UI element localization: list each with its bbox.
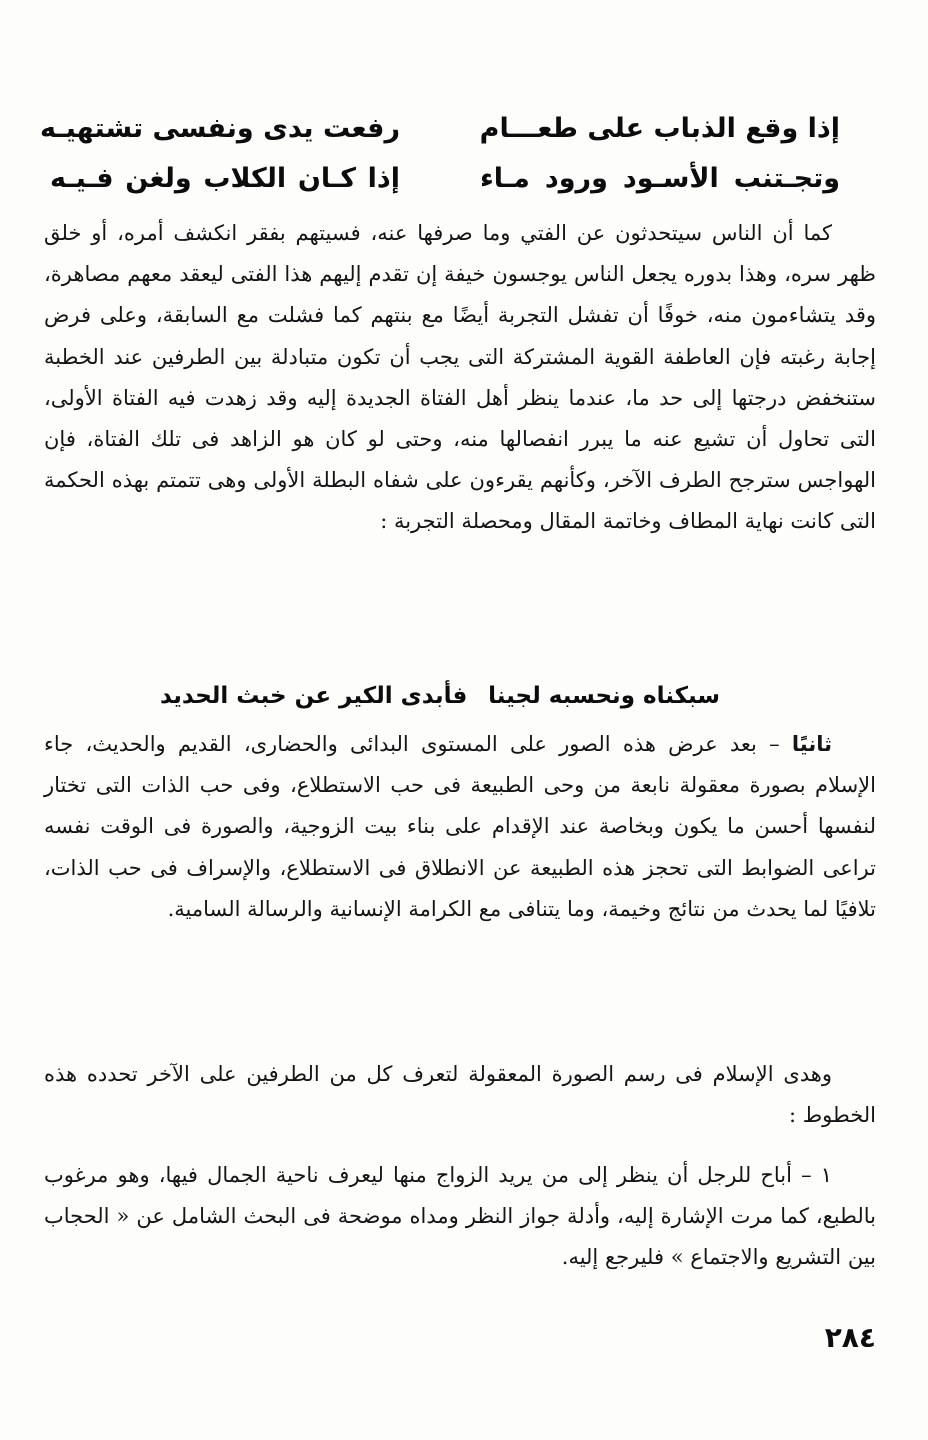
paragraph-2-lead: ثانيًا <box>791 732 832 756</box>
paragraph-2 <box>44 724 876 930</box>
paragraph-3-text: وهدى الإسلام فى رسم الصورة المعقولة لتعرف كل من الطرفين على الآخر تحدده هذه الخطوط : <box>44 1062 876 1128</box>
page-number: ٢٨٤ <box>824 1321 876 1354</box>
poem-verses <box>40 104 840 204</box>
verse-1-second-hemistich: رفعت يدى ونفسى تشتهيـه <box>40 113 400 144</box>
verse-1-first-hemistich: إذا وقع الذباب على طعـــام <box>479 113 840 144</box>
proverb-second-hemistich: فأبدى الكير عن خبث الحديد <box>160 683 468 709</box>
paragraph-1-text: كما أن الناس سيتحدثون عن الفتي وما صرفها عنه، فسيتهم بفقر انكشف أمره، أو خلق ظهر سره، وهذا بدوره يجعل الناس يوجسون خيفة إن تقدم إليهم هذا الفتى ليعقد معهم مصاهرة، وقد يتشاءمون منه، خوفًا أن تفشل التجربة أيضًا مع بنتهم كما فشلت مع السابقة، وعلى فرض إجابة رغبته فإن العاطفة القوية المشتركة التى يجب أن تكون متبادلة بين الطرفين عند الخطبة ستنخفض درجتها إلى حد ما، عندما ينظر أهل الفتاة الجديدة إليه وقد زهدت فيه الفتاة الأولى، التى تحاول أن تشيع عنه ما يبرر انفصالها منه، وحتى لو كان هو الزاهد فى تلك الفتاة، فإن الهواجس سترجح الطرف الآخر، وكأنهم يقرءون على شفاه البطلة الأولى وهى تتمتم بهذه الحكمة التى كانت نهاية المطاف وخاتمة المقال ومحصلة التجربة : <box>44 221 877 534</box>
paragraph-1 <box>44 213 876 543</box>
verse-line-2 <box>50 154 840 204</box>
paragraph-3 <box>44 1054 876 1136</box>
paragraph-2-text: – بعد عرض هذه الصور على المستوى البدائى والحضارى، القديم والحديث، جاء الإسلام بصورة معقولة نابعة من وحى الطبيعة فى حب الاستطلاع، وفى حب الذات التى تختار لنفسها أحسن ما يكون وبخاصة عند الإقدام على بناء بيت الزوجية، والصورة فى الوقت نفسه تراعى الضوابط التى تحجز هذه الطبيعة عن الانطلاق فى الاستطلاع، والإسراف فى حب الذات، تلافيًا لما يحدث من نتائج وخيمة، وما يتنافى مع الكرامة الإنسانية والرسالة السامية. <box>44 732 876 921</box>
verse-line-1 <box>40 104 840 154</box>
verse-2-second-hemistich: إذا كـان الكلاب ولغن فـيـه <box>50 163 400 194</box>
proverb-first-hemistich: سبكناه ونحسبه لجينا <box>488 683 720 709</box>
proverb-verse <box>160 676 720 716</box>
paragraph-4 <box>44 1155 876 1279</box>
verse-2-first-hemistich: وتجـتنب الأسـود ورود مـاء <box>480 163 840 194</box>
paragraph-4-text: ١ – أباح للرجل أن ينظر إلى من يريد الزواج منها ليعرف ناحية الجمال فيها، وهو مرغوب بالطبع، كما مرت الإشارة إليه، وأدلة جواز النظر ومداه موضحة فى البحث الشامل عن « الحجاب بين التشريع والاجتماع » فليرجع إليه. <box>44 1163 876 1270</box>
